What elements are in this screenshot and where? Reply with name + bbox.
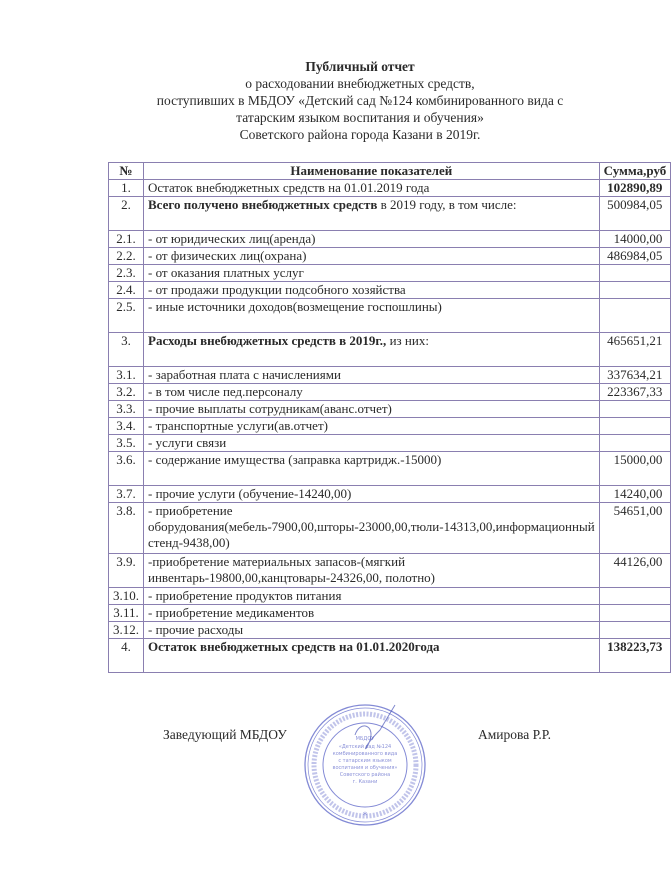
row-name-text: - прочие расходы [148,622,244,637]
report-title: Публичный отчет [305,59,415,74]
row-name [144,452,600,486]
row-sum [599,265,671,282]
row-number: 4. [109,639,144,673]
svg-text:комбинированного вида: комбинированного вида [332,751,398,757]
row-sum [599,282,671,299]
table-row [109,248,671,265]
row-name [144,418,600,435]
table-row [109,367,671,384]
table-row [109,401,671,418]
row-name-text: - приобретение оборудования(мебель-7900,00,шторы-23000,00,тюли-14313,00,информационный стенд-9438,00) [148,503,595,550]
official-stamp-seal [300,700,430,830]
signature-name: Амирова Р.Р. [478,727,551,742]
table-header-row [109,163,671,180]
row-number: 3.7. [109,486,144,503]
svg-text:г. Казани: г. Казани [352,779,378,785]
row-name-bold: Остаток внебюджетных средств на 01.01.2020года [148,639,440,654]
row-sum: 500984,05 [599,197,671,231]
row-sum: 14000,00 [599,231,671,248]
row-name-text: в 2019 году, в том числе: [377,197,517,212]
table-row [109,622,671,639]
table-row [109,197,671,231]
row-sum [599,299,671,333]
row-sum [599,401,671,418]
table-row [109,435,671,452]
row-number: 2.3. [109,265,144,282]
row-name-text: - транспортные услуги(ав.отчет) [148,418,328,433]
row-name-text: - от физических лиц(охрана) [148,248,307,263]
table-row [109,282,671,299]
table-row [109,231,671,248]
row-name-text: - от оказания платных услуг [148,265,304,280]
row-sum [599,588,671,605]
row-number: 2.4. [109,282,144,299]
column-header-number: № [109,163,144,180]
row-sum [599,605,671,622]
row-number: 3. [109,333,144,367]
row-name-text: - услуги связи [148,435,227,450]
row-sum: 138223,73 [599,639,671,673]
row-name-text: - от юридических лиц(аренда) [148,231,316,246]
report-header [100,58,620,143]
row-name-bold: Расходы внебюджетных средств в 2019г., [148,333,387,348]
row-name-text: - приобретение медикаментов [148,605,315,620]
row-sum: 14240,00 [599,486,671,503]
row-name [144,622,600,639]
row-sum: 486984,05 [599,248,671,265]
row-name-text: - прочие услуги (обучение-14240,00) [148,486,352,501]
row-number: 3.1. [109,367,144,384]
row-name [144,486,600,503]
row-sum: 102890,89 [599,180,671,197]
table-row [109,588,671,605]
row-name-text: - в том числе пед.персоналу [148,384,303,399]
row-name [144,588,600,605]
row-name [144,333,600,367]
table-row [109,180,671,197]
row-sum [599,435,671,452]
svg-text:*: * [362,811,368,821]
svg-text:МБДОУ: МБДОУ [355,736,375,742]
row-name-text: - прочие выплаты сотрудникам(аванс.отчет) [148,401,392,416]
row-number: 1. [109,180,144,197]
row-number: 3.10. [109,588,144,605]
row-number: 3.9. [109,554,144,588]
row-number: 3.12. [109,622,144,639]
row-number: 2.5. [109,299,144,333]
row-number: 3.4. [109,418,144,435]
svg-text:«Детский сад №124: «Детский сад №124 [338,744,392,750]
row-number: 3.6. [109,452,144,486]
table-row [109,265,671,282]
row-name-text: - заработная плата с начислениями [148,367,341,382]
row-name-text: Остаток внебюджетных средств на 01.01.2019 года [148,180,430,195]
row-number: 2.1. [109,231,144,248]
row-sum: 223367,33 [599,384,671,401]
table-row [109,333,671,367]
row-name [144,299,600,333]
row-name [144,401,600,418]
row-name [144,265,600,282]
row-sum: 54651,00 [599,503,671,554]
row-name-text: - содержание имущества (заправка картридж.-15000) [148,452,442,467]
table-row [109,452,671,486]
row-sum: 337634,21 [599,367,671,384]
row-name [144,435,600,452]
row-name-text: - от продажи продукции подсобного хозяйства [148,282,406,297]
table-row [109,503,671,554]
row-sum: 15000,00 [599,452,671,486]
row-name [144,503,600,554]
row-sum: 44126,00 [599,554,671,588]
report-subtitle-line: татарским языком воспитания и обучения» [236,110,484,125]
svg-text:с татарским языком: с татарским языком [338,758,392,764]
column-header-sum: Сумма,руб [599,163,671,180]
row-number: 3.11. [109,605,144,622]
row-name-text: -приобретение материальных запасов-(мягкий инвентарь-19800,00,канцтовары-24326,00, полотно) [148,554,436,585]
table-row [109,554,671,588]
row-name [144,384,600,401]
report-table [108,162,671,673]
row-number: 3.2. [109,384,144,401]
row-number: 3.3. [109,401,144,418]
report-subtitle-line: Советского района города Казани в 2019г. [239,127,481,142]
row-name [144,248,600,265]
row-sum: 465651,21 [599,333,671,367]
row-name [144,231,600,248]
row-name [144,180,600,197]
report-subtitle-line: о расходовании внебюджетных средств, [245,76,475,91]
column-header-name: Наименование показателей [144,163,600,180]
table-row [109,299,671,333]
table-row [109,639,671,673]
row-number: 2.2. [109,248,144,265]
row-name [144,197,600,231]
row-name-text: - приобретение продуктов питания [148,588,342,603]
report-subtitle-line: поступивших в МБДОУ «Детский сад №124 комбинированного вида с [156,93,564,108]
row-name-text: - иные источники доходов(возмещение госпошлины) [148,299,442,314]
row-sum [599,418,671,435]
table-row [109,486,671,503]
row-name [144,605,600,622]
table-row [109,384,671,401]
svg-text:Советского района: Советского района [339,772,391,778]
table-row [109,605,671,622]
row-number: 3.5. [109,435,144,452]
table-row [109,418,671,435]
signature-position: Заведующий МБДОУ [163,727,287,742]
row-name-text: из них: [386,333,429,348]
row-name-bold: Всего получено внебюджетных средств [148,197,378,212]
row-sum [599,622,671,639]
svg-text:воспитания и обучения»: воспитания и обучения» [332,765,398,771]
row-name [144,282,600,299]
row-number: 3.8. [109,503,144,554]
row-number: 2. [109,197,144,231]
row-name [144,367,600,384]
row-name [144,639,600,673]
row-name [144,554,600,588]
